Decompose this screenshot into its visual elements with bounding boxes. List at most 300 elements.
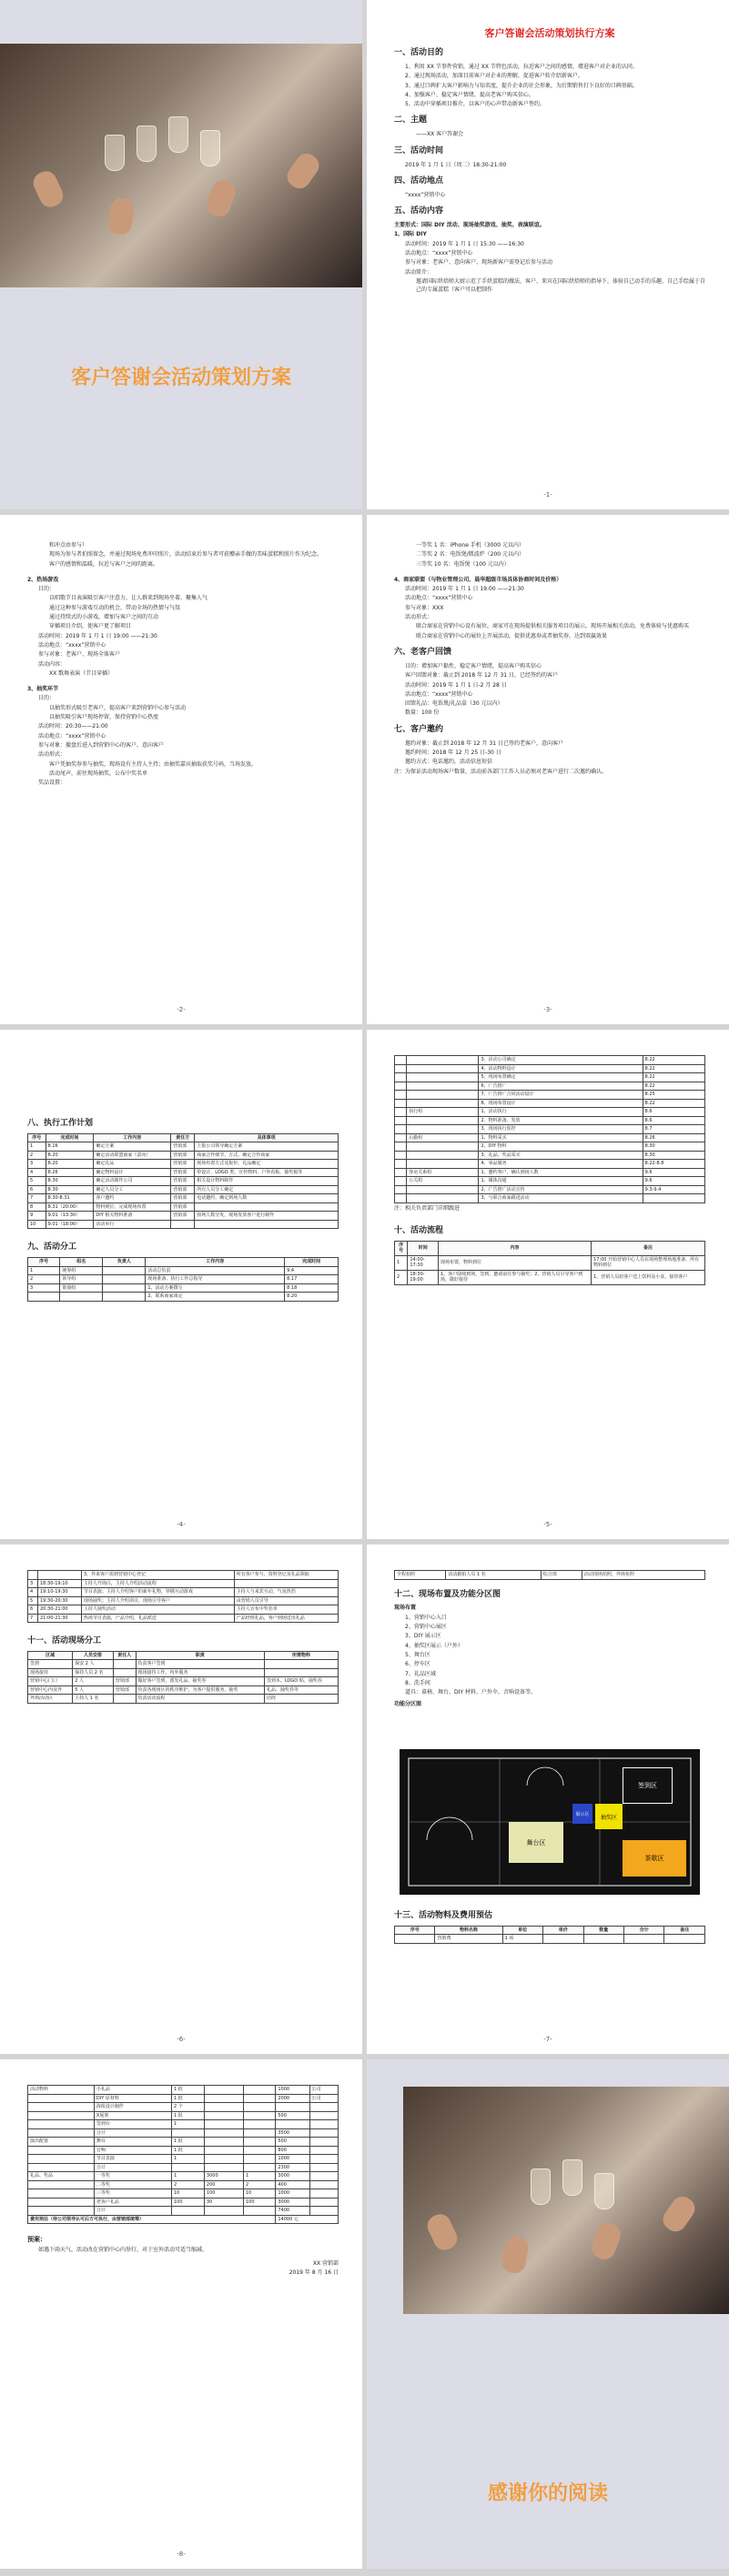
table-cell (309, 2138, 339, 2147)
table-row (28, 1177, 339, 1186)
table-header-cell: 物料名称 (435, 1926, 502, 1935)
table-cell (204, 2086, 243, 2095)
table-cell: 1 (28, 1142, 46, 1152)
table-row (28, 1151, 339, 1160)
table-cell: 30 (204, 2198, 243, 2207)
table-cell: 现场布置，物料到位 (439, 1255, 592, 1270)
table-cell (243, 2103, 275, 2112)
table-cell: 1、邀约客户，确认到场人数 (479, 1168, 643, 1177)
table-cell: 合计 (94, 2128, 171, 2138)
table-cell (243, 2094, 275, 2103)
table-cell (28, 2189, 95, 2199)
list-item: 活动尾声，前往现场抽奖，公布中奖名单 (49, 770, 148, 777)
page-number: -4- (177, 1521, 186, 1528)
table-row (395, 1168, 705, 1177)
table-cell: 客户邀约 (94, 1194, 171, 1203)
table-cell (395, 1073, 407, 1082)
table-header-cell: 具体事项 (195, 1133, 339, 1142)
table-cell (664, 1935, 705, 1944)
list-item: 活动形式： (405, 614, 433, 621)
table-cell: 5、现场布置确定 (479, 1073, 643, 1082)
table-cell: 8.26 (46, 1168, 94, 1177)
table-cell (395, 1108, 407, 1117)
table-cell: 营销费 (435, 1935, 502, 1944)
table-cell (276, 2120, 309, 2129)
table-cell (395, 1056, 407, 1065)
zone-signin: 签到区 (623, 1767, 673, 1804)
table-cell (204, 2111, 243, 2120)
table-row (28, 1685, 339, 1695)
table-cell: 3500 (276, 2128, 309, 2138)
table-cell: 负责活动流程 (136, 1695, 264, 1704)
table-cell: 电话邀约，确定到场人数 (195, 1194, 339, 1203)
table-cell (28, 1571, 38, 1580)
table-cell: 8.31（20:00） (46, 1202, 94, 1212)
table-header-cell: 序号 (395, 1926, 435, 1935)
table-cell (407, 1056, 479, 1065)
table-row (395, 1194, 705, 1203)
table-cell (407, 1151, 479, 1160)
page-number: -2- (177, 1006, 186, 1013)
list-item: 2、通过现场活动，加深目前客户对企业的理解，促进客户转介绍新客户。 (405, 73, 583, 80)
zone-tea: 茶歇区 (623, 1840, 686, 1877)
table-cell: 18:30-19:00 (408, 1270, 439, 1284)
table-cell: 营销中心内及外 (28, 1685, 73, 1695)
table-cell: 9.3-9.4 (643, 1185, 704, 1194)
table-cell: 4、零品服务 (479, 1160, 643, 1169)
list-item: 穿插项目介绍，使客户更了解项目 (49, 623, 132, 630)
table-cell: 20:30-21:00 (37, 1605, 81, 1615)
section-heading: 十、活动流程 (394, 1225, 444, 1235)
table-cell (204, 2120, 243, 2129)
table-row (395, 1177, 705, 1186)
table-cell (234, 1579, 338, 1588)
section-heading: 十二、现场布置及功能分区图 (394, 1589, 501, 1599)
table-cell: 1000 (276, 2155, 309, 2164)
list-item: 活动时间：2019 年 1 月 1 日-2 月 28 日 (405, 681, 507, 689)
table-cell: 产品经理礼品，客户到场送出礼品 (234, 1614, 338, 1623)
table-row (28, 2207, 339, 2216)
table-cell: 活动跟拍人员 1 名 (446, 1571, 541, 1580)
text: 2、热场游戏 (27, 576, 59, 583)
table-cell (407, 1082, 479, 1091)
table-header-cell: 工作内容 (94, 1133, 171, 1142)
table-cell: 9.01（13:30） (46, 1212, 94, 1221)
table-cell: 5 (28, 1596, 38, 1605)
page-number: -7- (543, 2036, 552, 2043)
table-header-cell: 职责 (136, 1651, 264, 1660)
table-cell: 1、活动方案撰写 (146, 1283, 285, 1293)
table-cell (243, 2207, 275, 2216)
section-heading: 十一、活动现场分工 (27, 1636, 102, 1645)
text: 3、抽奖环节 (27, 686, 59, 693)
page-4 (0, 1030, 362, 1539)
table-cell (243, 2120, 275, 2129)
table-cell: 负责各现场区的秩序维护，为客户提供服务，抽奖 (136, 1685, 264, 1695)
table-row (28, 1142, 339, 1152)
table-header-cell: 人员安排 (73, 1651, 114, 1660)
table-cell: 8.26 (643, 1133, 704, 1142)
table-cell: 1 批 (172, 2146, 205, 2155)
table-cell: 8.22 (643, 1073, 704, 1082)
work-plan-table (27, 1133, 339, 1230)
table-cell: 确定人员分工 (94, 1185, 171, 1194)
table-cell (204, 2094, 243, 2103)
table-cell: 保安 2 人 (73, 1660, 114, 1669)
list-item: 以抽奖吸引客户现场停留，保持营销中心热度 (49, 714, 159, 721)
section-heading: 八、执行工作计划 (27, 1119, 94, 1128)
table-cell: 小礼品 (94, 2086, 171, 2095)
table-cell: 18:30-19:10 (37, 1579, 81, 1588)
cost-table-cont (27, 2085, 339, 2224)
table-header-cell: 区域 (28, 1651, 73, 1660)
table-cell: 3、礼品、奖品采买 (479, 1151, 643, 1160)
table-cell (204, 2138, 243, 2147)
table-cell: 舞台 (94, 2138, 171, 2147)
list-item: 1、营销中心入口 (405, 1614, 447, 1621)
table-cell: 营销部 (171, 1185, 195, 1194)
table-cell: 1 项 (502, 1935, 542, 1944)
table-cell: 8、现场布置设计 (479, 1099, 643, 1108)
table-cell: 3、与联合商家跟进活动 (479, 1194, 643, 1203)
table-cell: 1、媒体沟通 (479, 1177, 643, 1186)
table-row (395, 1125, 705, 1134)
text: 注：相关负责部门详细跟进 (394, 1204, 461, 1212)
table-row (28, 2111, 339, 2120)
text: 2019 年 8 月 16 日 (289, 2269, 339, 2277)
table-row (395, 1064, 705, 1073)
text: ——XX 客户答谢会 (416, 131, 464, 138)
text: 2019 年 1 月 1 日（周二）18:30-21:00 (405, 161, 507, 168)
table-row (28, 2120, 339, 2129)
table-cell (28, 1293, 60, 1302)
table-cell (395, 1168, 407, 1177)
table-cell (407, 1073, 479, 1082)
table-cell (37, 1571, 81, 1580)
table-cell: DIY 相关物料准备 (94, 1212, 171, 1221)
table-header-cell: 合计 (623, 1926, 663, 1935)
table-cell: 确定方案 (94, 1142, 171, 1152)
section-heading: 七、客户邀约 (394, 724, 444, 734)
list-item: 客户的感情和温暖，拉近与客户之间的距离。 (49, 560, 159, 568)
table-cell: 2、DIY 物料 (479, 1142, 643, 1152)
list-item: 参与对象：XXX (405, 604, 444, 611)
table-header-cell: 完成时间 (46, 1133, 94, 1142)
table-cell: 8.30 (643, 1142, 704, 1152)
table-cell: 100 (204, 2189, 243, 2199)
table-cell (309, 2172, 339, 2181)
list-item: 通过这种参与游戏互动的机会，带动全场的热情与气氛 (49, 604, 181, 611)
table-cell (395, 1185, 407, 1194)
photo-row-table (394, 1570, 705, 1580)
table-row (28, 2128, 339, 2138)
table-cell: 现场布置方式及报价，礼品确定 (195, 1160, 339, 1169)
table-cell: 营销部 (171, 1212, 195, 1221)
table-cell (407, 1116, 479, 1125)
table-cell: 1 批 (172, 2094, 205, 2103)
list-item: 活动地点：“xxxx”营销中心 (405, 690, 473, 698)
text: 如遇下雨天气，活动改在营销中心内举行，对于室外活动可适当缩减。 (38, 2246, 208, 2253)
list-item: 参与对象：老客户、意向客户、现场新客户需登记后参与活动 (405, 259, 553, 267)
zone-lottery: 抽奖区 (595, 1804, 623, 1829)
table-cell (309, 2163, 339, 2172)
text: 目的： (38, 586, 56, 593)
table-cell (643, 1194, 704, 1203)
list-item: 客户凭抽奖券参与抽奖，现场设有主持人主持；由抽奖嘉宾抽取获奖号码，当场发放。 (49, 760, 258, 768)
table-cell (204, 2207, 243, 2216)
table-cell (28, 2111, 95, 2120)
table-cell: 上报公司领导确定方案 (195, 1142, 339, 1152)
table-cell: 活动举行 (94, 1220, 171, 1229)
text: 道具：桌椅、舞台、DIY 材料、户外伞，音响设备等。 (405, 1689, 536, 1696)
table-cell (407, 1064, 479, 1073)
table-cell (28, 2120, 95, 2129)
page-6 (0, 1545, 362, 2054)
table-cell: 确定活动联盟商家（意向） (94, 1151, 171, 1160)
list-item: 活动地点：“xxxx”营销中心 (405, 250, 473, 257)
table-row (395, 1056, 705, 1065)
list-item: 通过持续式的小游戏，增加与客户之间的互动 (49, 614, 159, 621)
table-cell: 营销部 (171, 1160, 195, 1169)
table-row (28, 1571, 339, 1580)
table-cell: 节目表演；主持人介绍客户的新年礼物，穿插互动游戏 (81, 1588, 234, 1597)
table-cell (407, 1160, 479, 1169)
table-header-cell: 责任方 (171, 1133, 195, 1142)
table-cell: 二等奖 (94, 2180, 171, 2189)
table-cell: 所有客户参与，资料登记及礼品领取 (234, 1571, 338, 1580)
text: 目的： (38, 695, 56, 702)
table-cell (407, 1194, 479, 1203)
table-cell: 1、物料采买 (479, 1133, 643, 1142)
text: 4、商家联盟 (394, 576, 426, 583)
table-cell (28, 2146, 95, 2155)
page-number: -3- (543, 1006, 552, 1013)
list-item: 4、抽奖区展示（户外） (405, 1642, 463, 1649)
table-cell (264, 1660, 338, 1669)
table-cell: 400 (276, 2180, 309, 2189)
table-cell (543, 1935, 583, 1944)
list-item: 1、利用 XX 节事件营销，通过 XX 节特色活动，拉近客户之间的感情，增进客户对企业的认同。 (405, 63, 638, 70)
page-5 (367, 1030, 729, 1539)
list-item: 2、营销中心展区 (405, 1624, 447, 1631)
table-cell (243, 2138, 275, 2147)
table-cell: 1 (172, 2172, 205, 2181)
table-cell (623, 1935, 663, 1944)
table-cell (172, 2207, 205, 2216)
end-title: 感谢你的阅读 (487, 2482, 608, 2505)
table-cell: 营销部 (171, 1168, 195, 1177)
table-cell (395, 1116, 407, 1125)
table-cell: 10 (243, 2189, 275, 2199)
text: 注：为保证活动现场客户数量，活动前各部门工作人员必须对老客户进行二次邀约确认。 (394, 768, 608, 775)
table-cell (309, 2207, 339, 2216)
table-cell: 现场接待工作，内外服务 (136, 1668, 264, 1677)
table-row (395, 1099, 705, 1108)
list-item: 8、洗手间 (405, 1679, 430, 1686)
table-cell: 执行组 (407, 1108, 479, 1117)
table-cell: 8.6 (643, 1108, 704, 1117)
table-cell: 公关组 (407, 1177, 479, 1186)
table-cell (395, 1151, 407, 1160)
table-cell: 1、客户陆续到场，签到，邀请前往参与抽奖；2、营销人员引导客户到场，做好接待 (439, 1270, 592, 1284)
table-cell: 1000 (276, 2086, 309, 2095)
table-cell: 3、现场执行监控 (479, 1125, 643, 1134)
table-cell (395, 1099, 407, 1108)
table-cell: 主持人开场白，主持人介绍活动流程 (81, 1579, 234, 1588)
table-cell: 7、广告推广合同活动设计 (479, 1091, 643, 1100)
table-row (28, 1185, 339, 1194)
table-cell: 8.30 (46, 1185, 94, 1194)
end-page (367, 2059, 729, 2569)
table-cell (103, 1275, 146, 1284)
text: 预案： (27, 2236, 46, 2243)
table-cell: 营销部 (171, 1142, 195, 1152)
table-cell: 19:30-20:30 (37, 1596, 81, 1605)
list-item: 联合商家在营销中心设有展位，商家可在现场提供相关服务项目的展示，现场开展相关活动，免费体验与优惠购买 (416, 623, 690, 630)
table-cell: 签到台 (94, 2120, 171, 2129)
table-cell (276, 2103, 309, 2112)
table-row (395, 1935, 705, 1944)
table-cell (407, 1142, 479, 1152)
table-row (395, 1082, 705, 1091)
table-cell (309, 2103, 339, 2112)
table-cell (395, 1177, 407, 1186)
list-item: 活动地点：“xxxx”营销中心 (405, 595, 473, 602)
flow-table-cont (27, 1570, 339, 1623)
table-cell (103, 1266, 146, 1275)
list-item: 客户回馈对象：截止到 2018 年 12 月 31 日，已经签约的客户 (405, 672, 558, 679)
table-cell: 签到本、LOGO 贴、抽奖券 (264, 1677, 338, 1686)
table-cell (28, 2128, 95, 2138)
list-item: 5、活动中穿插项目推介，以客户的心声带动新客户签约。 (405, 101, 545, 108)
list-item: 回馈礼品：电饭煲/礼品盒（30 元以内） (405, 700, 503, 708)
table-header-cell: 内容 (439, 1241, 592, 1255)
table-cell (60, 1293, 103, 1302)
table-cell: 2 (28, 1275, 60, 1284)
page-8 (0, 2059, 362, 2569)
table-cell: 6 (28, 1605, 38, 1615)
list-item: 3、DIY 展示区 (405, 1633, 441, 1640)
text: XX 营销部 (312, 2260, 339, 2268)
table-row (28, 1614, 339, 1623)
table-cell: 确定活动制作公司 (94, 1177, 171, 1186)
list-item: 4、加强客户、稳定客户情绪，提高老客户购买信心。 (405, 91, 534, 98)
table-cell: 4 (28, 1168, 46, 1177)
table-row (28, 1160, 339, 1169)
table-row (395, 1255, 705, 1270)
table-cell (309, 2155, 339, 2164)
list-item: 邀约对象：截止到 2018 年 12 月 31 日已签约老客户，意向客户 (405, 740, 563, 747)
table-cell: 8.16 (46, 1142, 94, 1152)
table-cell: 领导组 (60, 1275, 103, 1284)
table-cell: 演出配置 (28, 2138, 95, 2147)
table-cell: 签到 (28, 1660, 73, 1669)
table-cell (243, 2128, 275, 2138)
table-header-cell: 单位 (502, 1926, 542, 1935)
table-cell: 客房关系组 (407, 1168, 479, 1177)
table-cell (171, 1220, 195, 1229)
table-cell: 礼品、奖品 (28, 2172, 95, 2181)
table-cell (113, 1668, 136, 1677)
table-cell: 200 (204, 2180, 243, 2189)
table-cell (395, 1133, 407, 1142)
table-cell: 统筹组 (60, 1266, 103, 1275)
table-cell: 音响 (94, 2146, 171, 2155)
section-heading: 六、老客户回馈 (394, 647, 452, 657)
table-cell (28, 2094, 95, 2103)
table-cell: 8.22-8.8 (643, 1160, 704, 1169)
table-row (395, 1270, 705, 1284)
table-cell: 做好客户签到，派发礼品、抽奖券 (136, 1677, 264, 1686)
table-cell (204, 2146, 243, 2155)
table-cell: 由营销人员引导 (234, 1596, 338, 1605)
table-cell: 100 (172, 2198, 205, 2207)
division-table-cont (394, 1055, 705, 1203)
table-cell: 2、联系商家谈定 (146, 1293, 285, 1302)
flow-table (394, 1241, 705, 1285)
table-cell: 10 (172, 2189, 205, 2199)
table-cell (407, 1091, 479, 1100)
list-item: 6、停车区 (405, 1661, 430, 1668)
table-cell: 1 (395, 1255, 408, 1270)
table-cell: 3 (28, 1283, 60, 1293)
table-cell: 确定物料设计 (94, 1168, 171, 1177)
table-header-cell: 序号 (395, 1241, 408, 1255)
table-cell: 3000 (276, 2172, 309, 2181)
table-cell: 1、活动执行 (479, 1108, 643, 1117)
table-cell (204, 2155, 243, 2164)
table-cell (407, 1125, 479, 1134)
table-cell: 2、广告推广活动宣传 (479, 1185, 643, 1194)
table-cell (395, 1125, 407, 1134)
table-header-cell: 完成时间 (285, 1258, 339, 1267)
table-cell (264, 1668, 338, 1677)
table-cell (113, 1695, 136, 1704)
text: 参与对象：老客户、现场全体客户 (38, 651, 121, 659)
table-cell: 17:00 开始营销中心人员在现场整理场地准备，所有物料到位 (592, 1255, 705, 1270)
table-cell: 活动物料 (28, 2086, 95, 2095)
table-cell (583, 1935, 623, 1944)
table-cell: 1 (243, 2172, 275, 2181)
table-row (28, 1668, 339, 1677)
cover-page (0, 0, 362, 509)
table-cell: 所有人员分工确定 (195, 1185, 339, 1194)
table-cell (28, 2180, 95, 2189)
zone-stage: 舞台区 (509, 1822, 563, 1863)
list-item: 邀约方式：电话邀约，活动信息短信 (405, 759, 493, 766)
table-cell: 19:10-19:30 (37, 1588, 81, 1597)
cost-table (394, 1926, 705, 1944)
table-cell (407, 1099, 479, 1108)
table-cell: 老客户礼品 (94, 2198, 171, 2207)
table-cell: 8.20 (46, 1160, 94, 1169)
table-cell: 一等奖 (94, 2172, 171, 2181)
table-row (28, 1275, 339, 1284)
list-item: 数量：100 份 (405, 709, 440, 717)
table-cell (103, 1293, 146, 1302)
section-heading: 五、活动内容 (394, 206, 444, 216)
table-cell: 营销部 (113, 1677, 136, 1686)
table-cell: 7400 (276, 2207, 309, 2216)
page-number: -6- (177, 2036, 186, 2043)
table-row (28, 1168, 339, 1177)
text: 功能分区图 (394, 1701, 422, 1708)
table-row (395, 1091, 705, 1100)
table-cell: 节目表演 (94, 2155, 171, 2164)
table-cell: 1 批 (172, 2086, 205, 2095)
table-cell: 公司 (309, 2094, 339, 2103)
table-cell: 8.22 (643, 1099, 704, 1108)
